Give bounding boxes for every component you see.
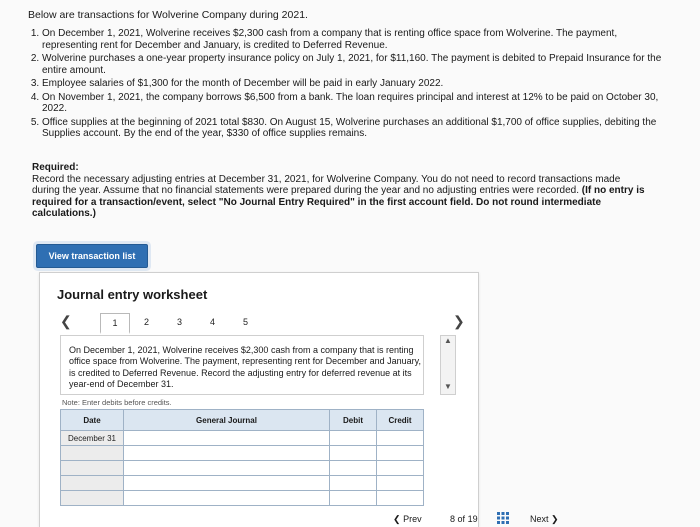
chevron-up-icon[interactable]: ▲ [444, 336, 452, 345]
entry-note: Note: Enter debits before credits. [62, 398, 172, 407]
worksheet-tabs [100, 313, 262, 334]
prev-button[interactable] [393, 514, 422, 525]
table-row [61, 431, 424, 446]
page-total: 19 [467, 514, 478, 524]
tab-2[interactable]: 2 [143, 317, 149, 327]
column-header-debit: Debit [330, 410, 377, 431]
column-header-date: Date [61, 410, 124, 431]
tab-3[interactable]: 3 [176, 317, 182, 327]
table-row [61, 491, 424, 506]
page-indicator [450, 514, 478, 524]
prev-label: Prev [403, 514, 422, 524]
tab-4[interactable]: 4 [209, 317, 215, 327]
table-row [61, 461, 424, 476]
required-text: Record the necessary adjusting entries at December 31, 2021, for Wolverine Company. You do not need to record transactions made during the year. Assume that no financial statements were prepared during the year and no adjusting entries were recorded. [32, 173, 621, 196]
account-field[interactable] [124, 476, 330, 491]
transaction-item: 4. On November 1, 2021, the company borrows $6,500 from a bank. The loan requires principal and interest at 12% to be paid on October 30, 2022. [42, 92, 667, 115]
chevron-right-icon[interactable]: ❯ [453, 313, 465, 329]
required-instructions: (If no entry is required for a transaction/event, select "No Journal Entry Required" in the first account field. Do not round intermediate calculations.) [32, 185, 645, 219]
credit-field[interactable] [377, 476, 424, 491]
account-field[interactable] [124, 491, 330, 506]
credit-field[interactable] [377, 491, 424, 506]
transaction-item: 1. On December 1, 2021, Wolverine receives $2,300 cash from a company that is renting office space from Wolverine. The payment, representing rent for December and January, is credited to Deferred Revenue. [42, 28, 667, 51]
table-row [61, 476, 424, 491]
next-button[interactable] [530, 514, 559, 525]
column-header-general-journal: General Journal [124, 410, 330, 431]
next-label: Next [530, 514, 549, 524]
grid-icon[interactable] [497, 512, 509, 526]
required-section [32, 162, 650, 220]
credit-field[interactable] [377, 461, 424, 476]
intro-text: Below are transactions for Wolverine Company during 2021. [28, 9, 308, 21]
required-heading: Required: [32, 162, 79, 173]
description-scrollbar[interactable] [440, 335, 456, 395]
debit-field[interactable] [330, 491, 377, 506]
debit-field[interactable] [330, 461, 377, 476]
debit-field[interactable] [330, 476, 377, 491]
date-cell [61, 476, 124, 491]
tab-1[interactable]: 1 [100, 313, 130, 334]
chevron-left-icon: ❮ [393, 514, 401, 524]
table-row [61, 446, 424, 461]
account-field[interactable] [124, 446, 330, 461]
date-cell: December 31 [61, 431, 124, 446]
chevron-left-icon[interactable]: ❮ [60, 313, 72, 329]
page-current: 8 [450, 514, 456, 524]
transaction-item: 3. Employee salaries of $1,300 for the month of December will be paid in early January 2022. [42, 78, 667, 90]
entry-description: On December 1, 2021, Wolverine receives $2,300 cash from a company that is renting office space from Wolverine. The payment, representing rent for December and January, is credited to Deferred Revenue. Record the adjusting entry for deferred revenue at its year-end of December 31. [69, 345, 422, 389]
tab-5[interactable]: 5 [242, 317, 248, 327]
debit-field[interactable] [330, 431, 377, 446]
chevron-right-icon: ❯ [551, 514, 559, 524]
page-of: of [457, 514, 466, 524]
transaction-item: 2. Wolverine purchases a one-year property insurance policy on July 1, 2021, for $11,160. The payment is debited to Prepaid Insurance for the entire amount. [42, 53, 667, 76]
account-field[interactable] [124, 431, 330, 446]
credit-field[interactable] [377, 431, 424, 446]
account-field[interactable] [124, 461, 330, 476]
date-cell [61, 461, 124, 476]
debit-field[interactable] [330, 446, 377, 461]
journal-entry-worksheet [39, 272, 479, 527]
date-cell [61, 446, 124, 461]
transaction-item: 5. Office supplies at the beginning of 2021 total $830. On August 15, Wolverine purchases an additional $1,700 of office supplies, debiting the Supplies account. By the end of the year, $330 of office supplies remains. [42, 117, 667, 140]
chevron-down-icon[interactable]: ▼ [444, 382, 452, 391]
journal-table [60, 409, 424, 506]
column-header-credit: Credit [377, 410, 424, 431]
view-transaction-list-button[interactable]: View transaction list [36, 244, 148, 268]
credit-field[interactable] [377, 446, 424, 461]
date-cell [61, 491, 124, 506]
worksheet-title: Journal entry worksheet [57, 287, 208, 302]
transaction-list [28, 28, 667, 142]
